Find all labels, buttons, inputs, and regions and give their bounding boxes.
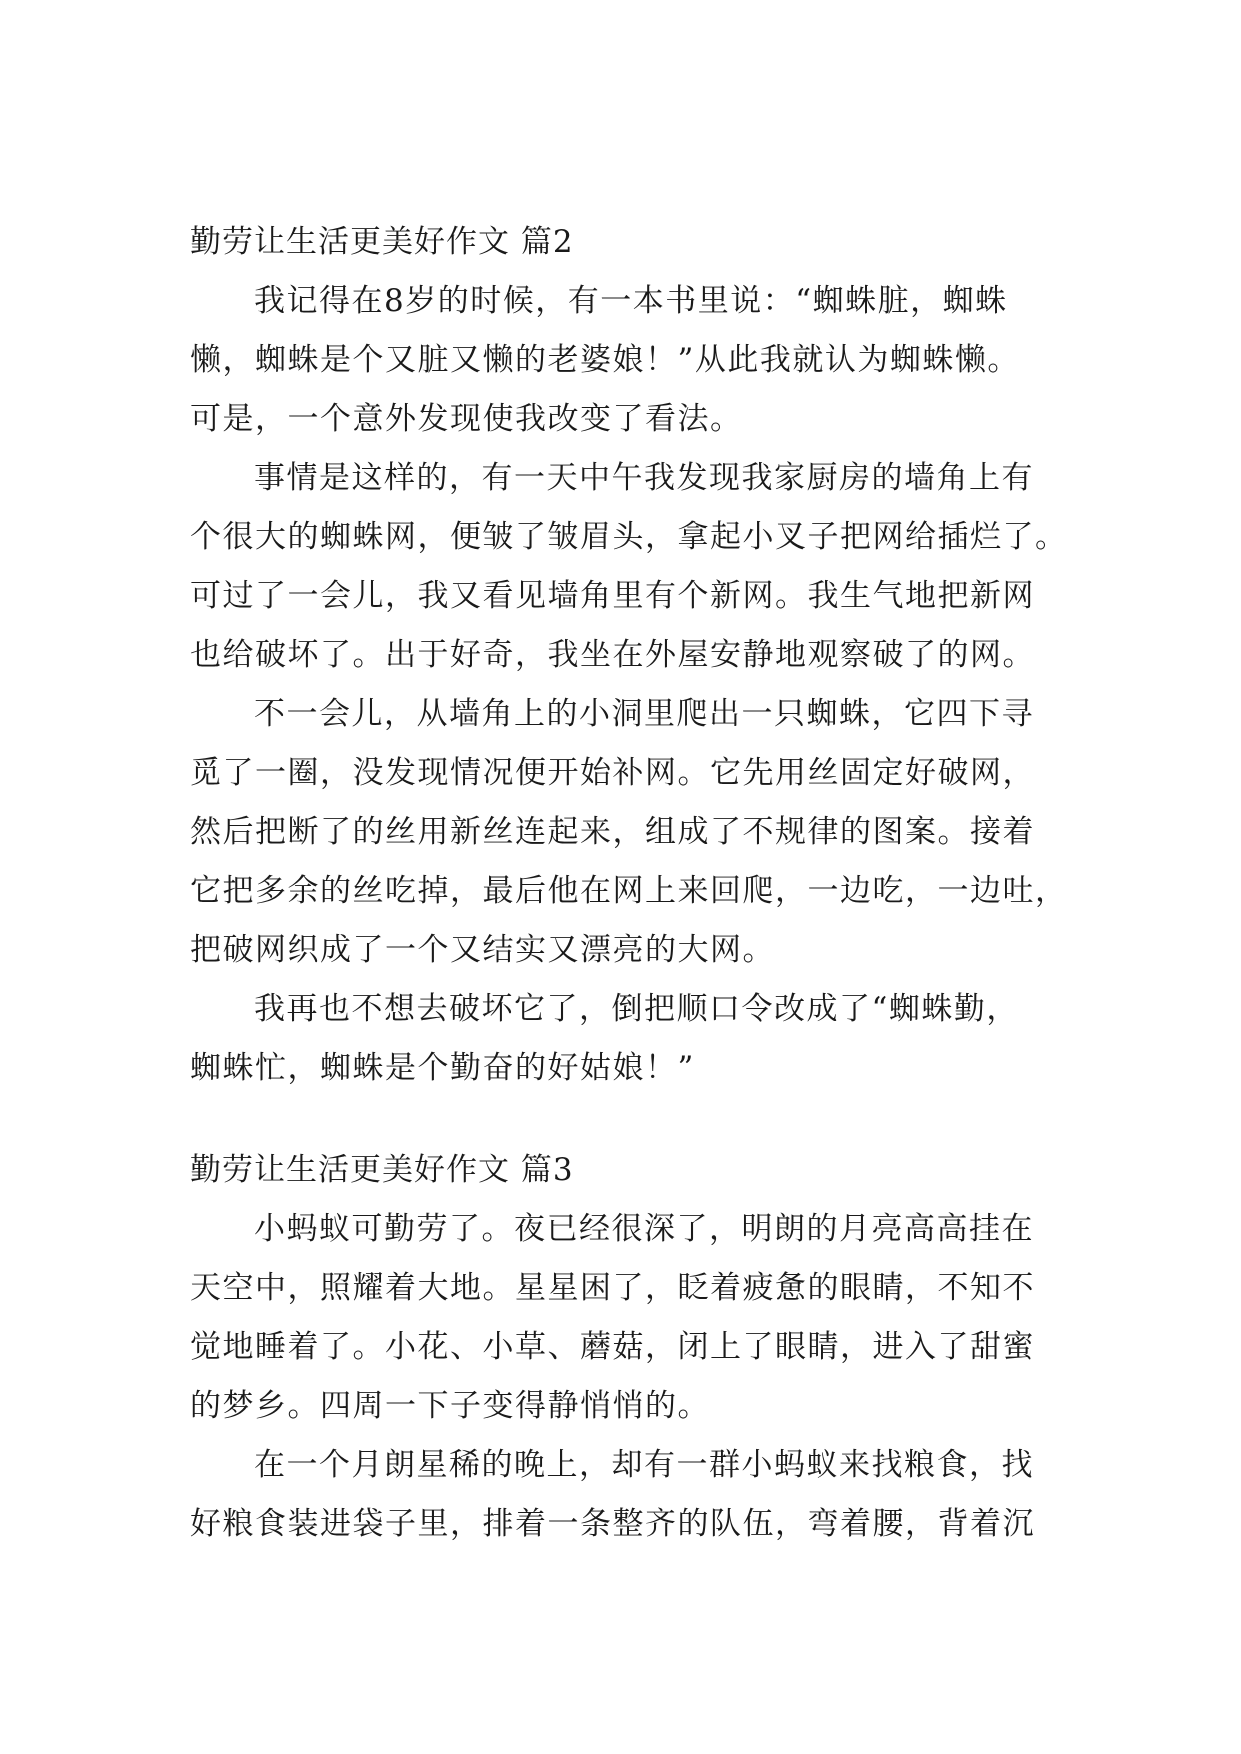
paragraph-line: 在一个月朗星稀的晚上，却有一群小蚂蚁来找粮食，找 (254, 1447, 1034, 1483)
paragraph-line: 个很大的蜘蛛网，便皱了皱眉头，拿起小叉子把网给插烂了。 (190, 519, 1068, 555)
section-heading: 勤劳让生活更美好作文 篇2 (190, 224, 574, 260)
paragraph-line: 可是，一个意外发现使我改变了看法。 (190, 401, 743, 437)
paragraph-line: 小蚂蚁可勤劳了。夜已经很深了，明朗的月亮高高挂在 (254, 1211, 1034, 1247)
paragraph-line: 觉地睡着了。小花、小草、蘑菇，闭上了眼睛，进入了甜蜜 (190, 1329, 1035, 1365)
paragraph-line: 蜘蛛忙，蜘蛛是个勤奋的好姑娘！” (190, 1050, 695, 1086)
paragraph-line: 事情是这样的，有一天中午我发现我家厨房的墙角上有 (254, 460, 1034, 496)
paragraph-line: 然后把断了的丝用新丝连起来，组成了不规律的图案。接着 (190, 814, 1035, 850)
paragraph-line: 把破网织成了一个又结实又漂亮的大网。 (190, 932, 775, 968)
paragraph-line: 的梦乡。四周一下子变得静悄悄的。 (190, 1388, 710, 1424)
paragraph-line: 我再也不想去破坏它了，倒把顺口令改成了“蜘蛛勤， (254, 991, 1019, 1027)
paragraph-line: 可过了一会儿，我又看见墙角里有个新网。我生气地把新网 (190, 578, 1035, 614)
paragraph-line: 它把多余的丝吃掉，最后他在网上来回爬，一边吃，一边吐， (190, 873, 1068, 909)
paragraph-line: 我记得在8岁的时候，有一本书里说：“蜘蛛脏，蜘蛛 (254, 283, 1008, 319)
paragraph-line: 好粮食装进袋子里，排着一条整齐的队伍，弯着腰，背着沉 (190, 1506, 1035, 1542)
paragraph-line: 觅了一圈，没发现情况便开始补网。它先用丝固定好破网， (190, 755, 1035, 791)
paragraph-line: 不一会儿，从墙角上的小洞里爬出一只蜘蛛，它四下寻 (254, 696, 1034, 732)
paragraph-line: 也给破坏了。出于好奇，我坐在外屋安静地观察破了的网。 (190, 637, 1035, 673)
paragraph-line: 懒，蜘蛛是个又脏又懒的老婆娘！”从此我就认为蜘蛛懒。 (190, 342, 1020, 378)
section-heading: 勤劳让生活更美好作文 篇3 (190, 1152, 574, 1188)
paragraph-line: 天空中，照耀着大地。星星困了，眨着疲惫的眼睛，不知不 (190, 1270, 1035, 1306)
